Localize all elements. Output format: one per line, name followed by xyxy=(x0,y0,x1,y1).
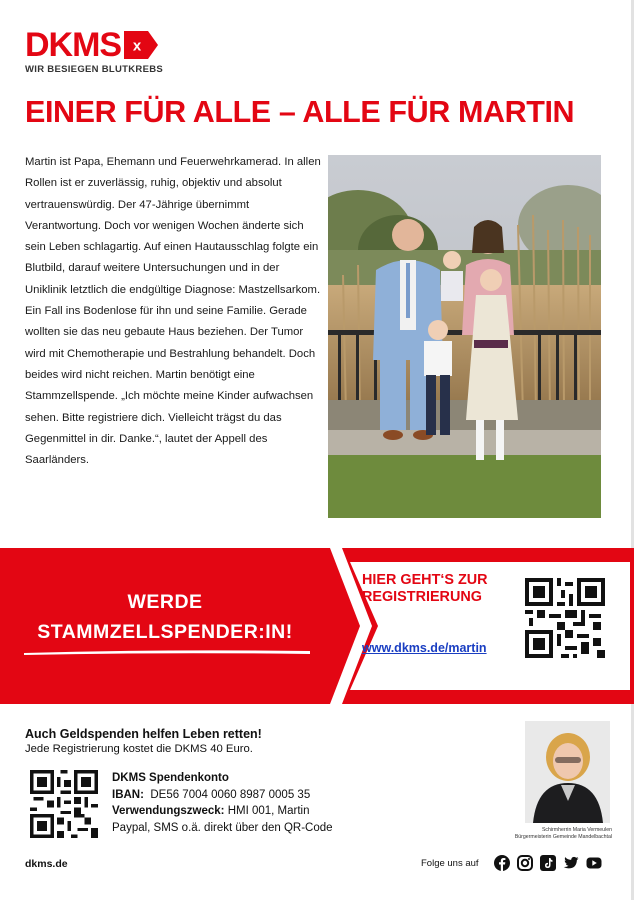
twitter-icon[interactable] xyxy=(563,855,579,871)
story-text: Martin ist Papa, Ehemann und Feuerwehrkamerad. In allen Rollen ist er zuverlässig, ruhig, objektiv und absolut vertrauenswürdig. Der 47-Jährige übernimmt Verantwortung. Doch vor wenigen Wochen änderte sich sein Leben schlagartig. Auf einen Hautausschlag folgte ein Blutbild, darauf weitere Untersuchungen und in der Uniklinik letztlich die endgültige Diagnose: Mastzellsarkom. Ein Fall ins Bodenlose für ihn und seine Familie. Gerade wollten sie das neu gebaute Haus beziehen. Der Tumor wird mit Chemotherapie und Bestrahlung behandelt. Doch beides wird nicht reichen. Martin benötigt eine Stammzellspende. „Ich möchte meine Kinder aufwachsen sehen. Bitte registriere dich. Vielleicht trägst du das Gegenmittel in dir. Danke.“, lautet der Appell des Saarländers. xyxy=(25,156,321,467)
other-payment-methods: Paypal, SMS o.ä. direkt über den QR-Code xyxy=(112,821,333,834)
iban-label: IBAN: xyxy=(112,788,144,801)
registration-qr-code[interactable] xyxy=(525,578,605,658)
youtube-icon[interactable] xyxy=(586,855,602,871)
patron-portrait xyxy=(525,721,610,823)
logo-x-icon xyxy=(124,31,158,59)
patron-role: Bürgermeisterin Gemeinde Mandelbachtal xyxy=(514,833,612,840)
patron-caption xyxy=(470,827,612,840)
page-title: EINER FÜR ALLE – ALLE FÜR MARTIN xyxy=(25,95,575,129)
donation-qr-code[interactable] xyxy=(30,770,98,838)
cta-heading xyxy=(0,590,330,644)
social-icons xyxy=(494,855,602,871)
iban-value: DE56 7004 0060 8987 0005 35 xyxy=(150,788,311,801)
bank-account-info xyxy=(112,770,333,836)
logo-text: DKMS xyxy=(25,26,122,64)
cta-line-2: STAMMZELLSPENDER:IN! xyxy=(37,621,293,643)
footer-url[interactable]: dkms.de xyxy=(25,858,68,870)
patron-name: Schirmherrin Maria Vermeulen xyxy=(541,827,612,833)
facebook-icon[interactable] xyxy=(494,855,510,871)
cta-line-1: WERDE xyxy=(127,591,203,613)
purpose-value: HMI 001, Martin xyxy=(227,805,310,817)
account-title: DKMS Spendenkonto xyxy=(112,772,229,784)
family-photo xyxy=(328,155,601,518)
follow-label: Folge uns auf xyxy=(421,858,479,869)
donation-heading: Auch Geldspenden helfen Leben retten! xyxy=(25,727,262,741)
svg-text:x: x xyxy=(132,37,142,55)
brush-underline xyxy=(22,648,312,656)
dkms-logo xyxy=(25,28,163,75)
registration-title: HIER GEHT‘S ZUR REGISTRIERUNG xyxy=(362,572,488,605)
tiktok-icon[interactable] xyxy=(540,855,556,871)
registration-link[interactable]: www.dkms.de/martin xyxy=(362,641,487,655)
logo-tagline: WIR BESIEGEN BLUTKREBS xyxy=(25,64,164,75)
instagram-icon[interactable] xyxy=(517,855,533,871)
purpose-label: Verwendungszweck: xyxy=(112,805,225,817)
logo-wordmark xyxy=(25,28,163,62)
donation-subheading: Jede Registrierung kostet die DKMS 40 Euro. xyxy=(25,743,253,755)
